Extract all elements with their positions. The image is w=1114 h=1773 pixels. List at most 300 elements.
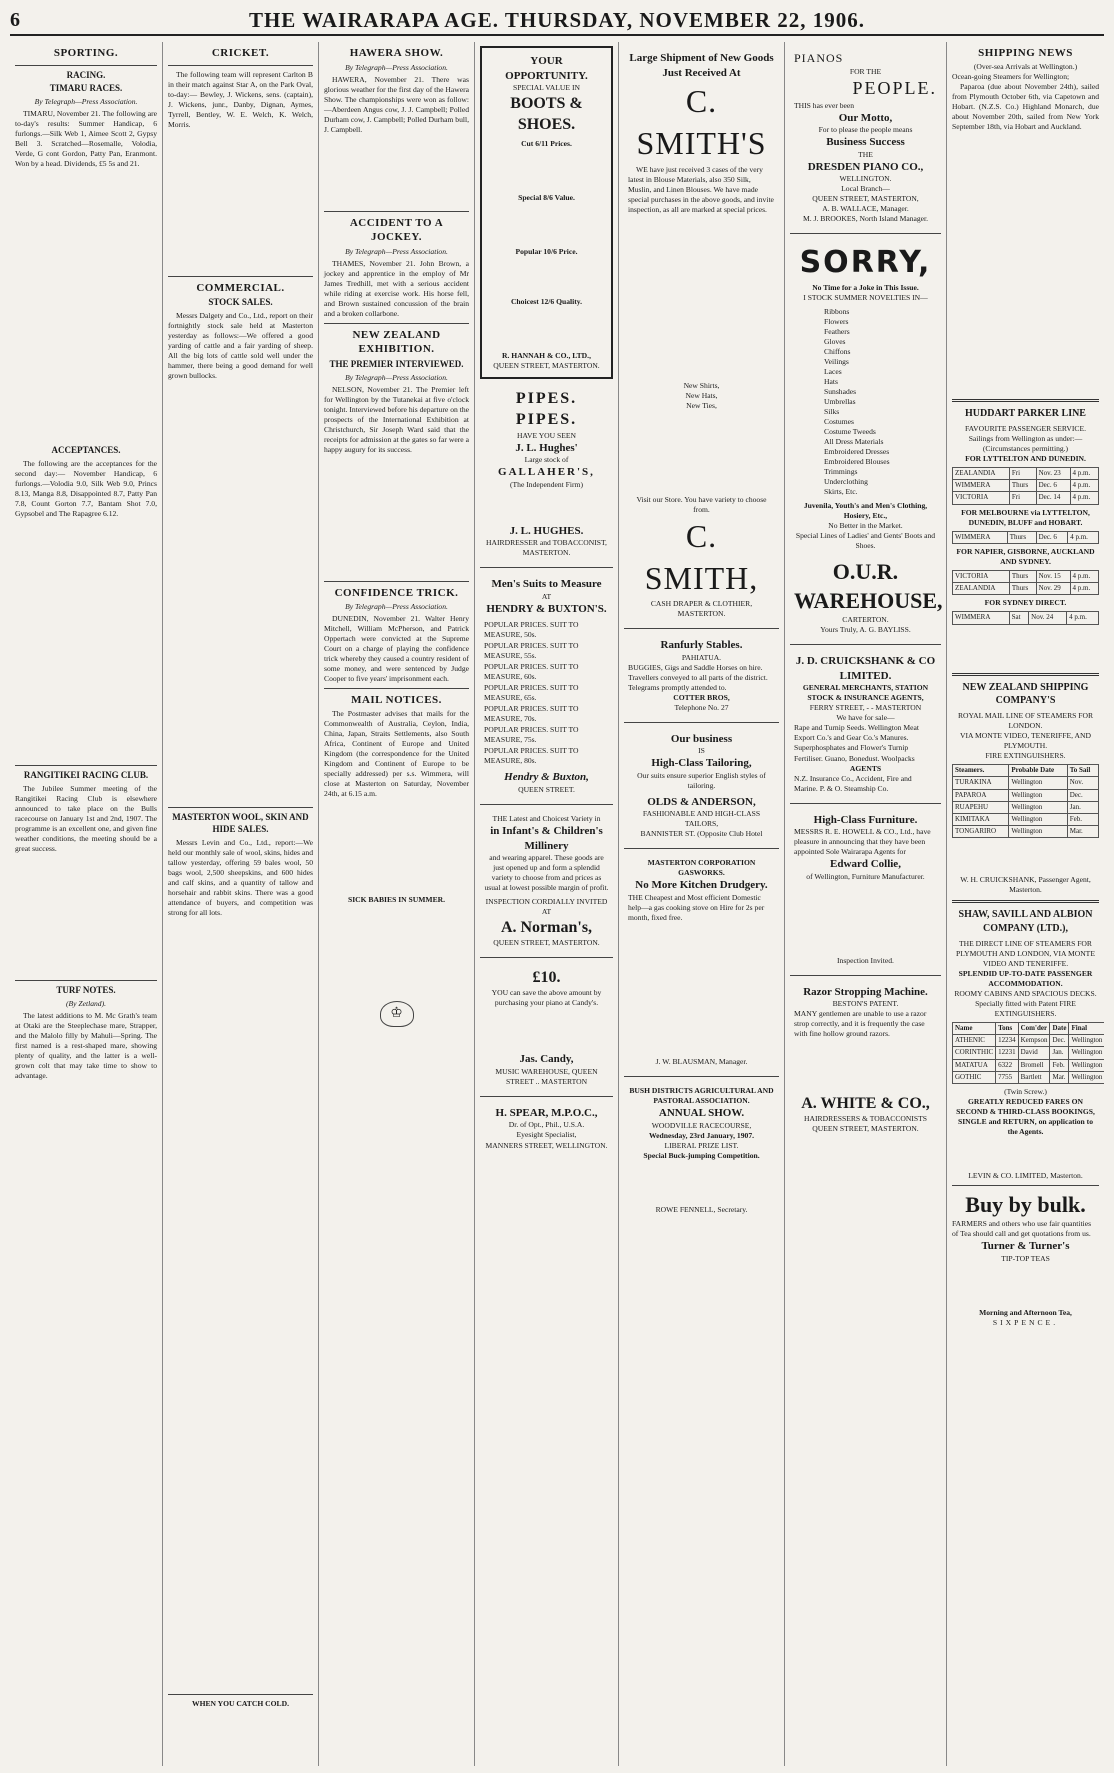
advertisement-furniture — [790, 808, 941, 971]
article-title: SICK BABIES IN SUMMER. — [347, 895, 446, 905]
ad-text: VIA MONTE VIDEO, TENERIFFE, AND PLYMOUTH. — [960, 731, 1091, 751]
table-cell: 12231 — [996, 1047, 1019, 1059]
ad-text-block — [628, 1161, 775, 1201]
ad-firm: A. WHITE & CO., — [801, 1095, 930, 1113]
table-cell: Bartlett — [1018, 1071, 1050, 1083]
ad-text: Telephone No. 27 — [674, 702, 729, 712]
article-text-block — [168, 920, 313, 1690]
ad-subtitle: THE DIRECT LINE OF STEAMERS FOR PLYMOUTH AND LONDON, VIA MONTE VIDEO AND TENERIFFE. — [956, 938, 1095, 968]
ad-text-block — [484, 490, 609, 520]
price-line: POPULAR PRICES. SUIT TO MEASURE, 75s. — [484, 725, 579, 745]
table-cell: ZEALANDIA — [953, 583, 1010, 595]
ad-item: New Shirts, — [683, 380, 720, 390]
table-cell: WIMMERA — [953, 612, 1010, 624]
ad-title: Men's Suits to Measure — [491, 578, 602, 591]
table-header-row — [953, 1022, 1105, 1034]
ad-text: of Wellington, Furniture Manufacturer. — [806, 871, 925, 881]
ad-title: PIPES. PIPES. — [515, 390, 578, 429]
list-item: Feathers — [824, 326, 850, 336]
advertisement-cruickshank — [790, 649, 941, 798]
ad-subtitle: FAVOURITE PASSENGER SERVICE. — [965, 423, 1086, 433]
ad-title: Large Shipment of New Goods Just Received At — [629, 52, 774, 79]
ad-price-line: Popular 10/6 Price. — [515, 247, 578, 257]
article-body: THAMES, November 21. John Brown, a jockey and apprentice in the employ of Mr James Tredhill, met with a serious accident while riding at exercise work. His horse fell, and Brown sustained concussion of the brain and a broken collarbone. — [324, 258, 469, 318]
ad-text: CARTERTON. — [842, 615, 889, 625]
ad-signature: M. J. BROOKES, North Island Manager. — [802, 214, 929, 224]
table-cell: Thurs — [1009, 583, 1036, 595]
advertisement-pianos — [480, 962, 613, 1092]
route-heading: FOR SYDNEY DIRECT. — [984, 598, 1067, 608]
ad-firm: DRESDEN PIANO CO., — [807, 160, 924, 173]
ad-address: QUEEN STREET, MASTERTON. — [493, 938, 600, 948]
table-header-cell: Probable Date — [1009, 765, 1067, 777]
article-text-block — [952, 134, 1099, 394]
ad-firm: COTTER BROS, — [673, 692, 730, 702]
table-row — [953, 467, 1099, 479]
route-heading: FOR LYTTELTON AND DUNEDIN. — [965, 453, 1086, 463]
list-item: Ribbons — [824, 306, 850, 316]
ad-address: MUSIC WAREHOUSE, QUEEN STREET .. MASTERTON — [495, 1066, 598, 1086]
ad-headline: High-Class Tailoring, — [651, 757, 752, 770]
article-byline: By Telegraph—Press Association. — [345, 602, 448, 612]
ad-address: QUEEN STREET, MASTERTON. — [493, 361, 600, 371]
ad-text: SPLENDID UP-TO-DATE PASSENGER ACCOMMODATION. — [958, 968, 1093, 988]
article-title: TIMARU RACES. — [49, 83, 123, 94]
ad-price-line: Choicest 12/6 Quality. — [510, 297, 583, 307]
article-title: HAWERA SHOW. — [349, 47, 444, 59]
table-cell: 4 p.m. — [1068, 531, 1099, 543]
list-item: Underclothing — [824, 477, 868, 487]
list-item: All Dress Materials — [824, 437, 884, 447]
list-item: Chiffons — [824, 346, 851, 356]
ad-headline: Business Success — [826, 136, 905, 149]
table-cell: Thurs — [1009, 480, 1036, 492]
article-body: The Jubilee Summer meeting of the Rangitikei Racing Club is elsewhere announced to take place on the Bulls racecourse on January 1st and 2nd, 1907. The programme is an excellent one, and given fine weather conditions, the meeting should be a great success. — [15, 784, 157, 854]
ad-text: WE have just received 3 cases of the very latest in Blouse Materials, also 350 Silk, Muslin, and Linen Blouses. We have made special purchases in the above goods, and invite inspection, as all are marked at special prices. — [628, 164, 774, 214]
newspaper-title: THE WAIRARAPA AGE. THURSDAY, NOVEMBER 22, 1906. — [248, 7, 866, 32]
column-shipping — [946, 42, 1104, 1766]
article-text-block — [324, 801, 469, 891]
ad-text: Sailings from Wellington as under:— — [968, 433, 1083, 443]
advertisement-c-smith — [624, 46, 779, 624]
ad-firm: Jas. Candy, — [519, 1053, 574, 1066]
table-cell: Fri — [1009, 467, 1036, 479]
royal-crest-icon: ♔ — [380, 1001, 414, 1027]
ad-text: Large stock of — [524, 455, 569, 465]
advertisement-tailoring — [624, 727, 779, 845]
ad-subtitle: ROYAL MAIL LINE OF STEAMERS FOR LONDON. — [957, 710, 1094, 730]
ad-firm: R. HANNAH & CO., LTD., — [502, 351, 591, 361]
advertisement-annual-show — [624, 1081, 779, 1220]
table-cell: Mar. — [1067, 826, 1098, 838]
ad-headline: in Infant's & Children's Millinery — [490, 825, 603, 852]
table-cell: Mar. — [1050, 1071, 1069, 1083]
ad-text-block — [794, 1039, 937, 1089]
table-row — [953, 1047, 1105, 1059]
table-cell: Wellington — [1009, 813, 1067, 825]
table-header-cell: Date — [1050, 1022, 1069, 1034]
ad-signature: W. H. CRUICKSHANK, Passenger Agent, Masterton. — [960, 875, 1091, 895]
ad-title: YOUR OPPORTUNITY. — [505, 55, 588, 82]
article-byline: By Telegraph—Press Association. — [345, 372, 448, 382]
article-text-block — [324, 457, 469, 577]
subsection-heading: RACING. — [66, 69, 106, 80]
table-cell: Dec. 6 — [1036, 480, 1070, 492]
table-cell: WIMMERA — [953, 531, 1008, 543]
price-line: POPULAR PRICES. SUIT TO MEASURE, 50s. — [484, 620, 579, 640]
ad-text: PAHIATUA. — [681, 652, 722, 662]
section-subheading: (Over-sea Arrivals at Wellington.) — [973, 61, 1078, 71]
article-body: Paparoa (due about November 24th), sailed from Plymouth October 6th, via Capetown and Hobart. (N.Z.S. Co.) Highland Monarch, due about November 20th, sailed from New York September 18th, via Hobart and Auckland. — [952, 81, 1099, 131]
ad-text-block — [794, 882, 937, 952]
section-subheading: Ocean-going Steamers for Wellington; — [952, 71, 1070, 81]
ad-text: WELLINGTON. — [839, 174, 892, 184]
ad-text: Specially fitted with Patent FIRE EXTINGUISHERS. — [975, 998, 1076, 1018]
table-cell: Wellington — [1069, 1035, 1104, 1047]
advertisement-phoenix — [324, 1279, 469, 1453]
ad-text: CASH DRAPER & CLOTHIER, MASTERTON. — [650, 599, 753, 619]
table-cell: KIMITAKA — [953, 813, 1009, 825]
sailing-table — [952, 531, 1099, 544]
ad-signature: ROWE FENNELL, Secretary. — [655, 1204, 748, 1214]
ad-text-block — [328, 1284, 465, 1444]
ad-address: MANNERS STREET, WELLINGTON. — [485, 1140, 608, 1150]
section-heading: SHIPPING NEWS — [978, 47, 1073, 59]
ad-text: N.Z. Insurance Co., Accident, Fire and Marine. P. & O. Steamship Co. — [794, 773, 912, 793]
list-item: Embroidered Blouses — [824, 457, 890, 467]
ad-text: We have for sale— — [836, 713, 895, 723]
article-text-block — [168, 132, 313, 272]
article-byline: By Telegraph—Press Association. — [345, 62, 448, 72]
list-item: Trimmings — [824, 467, 858, 477]
advertisement-razor — [790, 980, 941, 1140]
table-row — [953, 826, 1099, 838]
list-item: Hats — [824, 377, 838, 386]
table-header-cell: Final — [1069, 1022, 1104, 1034]
article-body: HAWERA, November 21. There was glorious weather for the first day of the Hawera Show. The championships were won as follow:—Aberdeen Angus cow, J. J. Campbell; Polled Durham cow, J. Campbell; Polled Durham bull, J. Campbell. — [324, 74, 469, 134]
article-title: CONFIDENCE TRICK. — [334, 586, 459, 599]
ad-item: New Hats, — [685, 390, 718, 400]
ad-text: LIBERAL PRIZE LIST. — [664, 1140, 739, 1150]
table-cell: 4 p.m. — [1070, 467, 1098, 479]
advertisement-stables — [624, 633, 779, 718]
advertisement-boots-shoes — [480, 46, 613, 379]
ad-title: HUDDART PARKER LINE — [965, 407, 1086, 419]
ad-firm: J. D. CRUICKSHANK & CO LIMITED. — [795, 655, 936, 682]
ad-text-block — [952, 841, 1099, 871]
ad-title: BUSH DISTRICTS AGRICULTURAL AND PASTORAL ASSOCIATION. — [629, 1086, 774, 1106]
table-cell: Fri — [1009, 492, 1036, 504]
table-cell: Nov. 23 — [1036, 467, 1070, 479]
table-cell: David — [1018, 1047, 1050, 1059]
table-cell: Feb. — [1067, 813, 1098, 825]
section-heading: SPORTING. — [53, 47, 119, 59]
table-cell: Dec. 6 — [1036, 531, 1068, 543]
table-cell: MATATUA — [953, 1059, 996, 1071]
ad-text: THE Latest and Choicest Variety in — [492, 814, 601, 823]
article-body: Messrs Dalgety and Co., Ltd., report on their fortnightly stock sale held at Masterton yesterday as follows:—We offered a good yarding of cattle and a fair yarding of sheep. All the big lots of cattle sold well under the hammer, there being a good demand for well grown bullocks. — [168, 311, 313, 381]
list-item: Costume Tweeds — [824, 427, 876, 437]
list-item: Flowers — [824, 316, 849, 326]
ad-text-block — [952, 628, 1099, 668]
table-cell: Wellington — [1069, 1047, 1104, 1059]
ad-title: Razor Stropping Machine. — [803, 985, 928, 998]
ad-text: Rape and Turnip Seeds. Wellington Meat Export Co.'s and Gear Co.'s Manures. Superphosphates and Flower's Turnip Fertiliser. Guano, Bonedust. Woolpacks — [794, 723, 919, 763]
article-text-block — [15, 521, 157, 761]
price-line: POPULAR PRICES. SUIT TO MEASURE, 60s. — [484, 662, 579, 682]
ad-text: (Circumstances permitting.) — [982, 443, 1069, 453]
list-item: Costumes — [824, 417, 854, 427]
ad-text: HAVE YOU SEEN — [516, 430, 577, 440]
ad-text: GREATLY REDUCED FARES ON SECOND & THIRD-CLASS BOOKINGS, SINGLE and RETURN, on application to the Agents. — [956, 1097, 1095, 1137]
ad-item: New Ties, — [686, 400, 717, 410]
sailing-table — [952, 467, 1099, 505]
column-advertisements-1 — [474, 42, 618, 1766]
ad-title: NEW ZEALAND SHIPPING COMPANY'S — [962, 681, 1089, 706]
article-text-block — [324, 137, 469, 207]
article-title: NEW ZEALAND EXHIBITION. — [352, 328, 441, 356]
ad-text: Inspection Invited. — [837, 955, 894, 965]
ad-text: I STOCK SUMMER NOVELTIES IN— — [803, 292, 928, 302]
table-header-cell: Steamers. — [953, 765, 1009, 777]
section-heading: COMMERCIAL. — [196, 281, 285, 294]
ad-address: BANNISTER ST. (Opposite Club Hotel — [640, 829, 763, 839]
advertisement-millinery — [480, 809, 613, 953]
ad-text: BESTON'S PATENT. — [832, 999, 899, 1009]
table-row — [953, 583, 1099, 595]
table-cell: 12234 — [996, 1035, 1019, 1047]
table-cell: Wellington — [1069, 1071, 1104, 1083]
article-body: NELSON, November 21. The Premier left for Wellington by the Tutanekai at five o'clock tonight. Interviewed before his departure on the prospects of the International Exhibition at Christchurch, Sir Joseph Ward said that the receipts for admission at the gates so far were a happy augury for its success. — [324, 384, 469, 454]
table-cell: Nov. 15 — [1036, 570, 1070, 582]
ad-price-line: Special 8/6 Value. — [518, 193, 575, 203]
ad-text-block — [484, 1008, 609, 1048]
ad-date: Wednesday, 23rd January, 1907. — [648, 1130, 755, 1140]
table-cell: RUAPEHU — [953, 801, 1009, 813]
ad-text: MANY gentlemen are unable to use a razor strop correctly, and it is frequently the case with fine hollow ground razors. — [794, 1009, 927, 1039]
table-cell: GOTHIC — [953, 1071, 996, 1083]
table-row — [953, 1035, 1105, 1047]
table-cell: PAPAROA — [953, 789, 1009, 801]
table-cell: VICTORIA — [953, 570, 1010, 582]
ad-firm: HENDRY & BUXTON'S. — [486, 602, 607, 615]
article-body: The following team will represent Carlton B in their match against Star A, on the Park Oval, to-day:— Bewley, J. Wickens, sens. (captain), J. Wickens, junr., Danby, Dignan, Aymes, Tyrrell, Bentley, W. E. Welch, K. Welch, Morris. — [168, 69, 313, 129]
ad-text: Our suits ensure superior English styles of tailoring. — [637, 770, 766, 790]
ad-text: THE Cheapest and Most efficient Domestic help—a gas cooking stove on Hire for 2s per month, fixed free. — [628, 892, 765, 922]
table-cell: 6322 — [996, 1059, 1019, 1071]
ad-text-block — [488, 149, 605, 189]
ad-text: FARMERS and others who use fair quantities of Tea should call and get quotations from us. — [952, 1219, 1092, 1239]
ad-text-block — [952, 1264, 1099, 1304]
ad-title: PIANOS — [794, 51, 844, 65]
table-row — [953, 1059, 1105, 1071]
price-list — [484, 620, 609, 766]
ad-text-block — [628, 411, 775, 491]
ad-text-block — [488, 257, 605, 293]
article-title: MAIL NOTICES. — [351, 694, 442, 707]
table-cell: Jan. — [1067, 801, 1098, 813]
table-cell: Jan. — [1050, 1047, 1069, 1059]
table-cell: Wellington — [1009, 777, 1067, 789]
article-body: DUNEDIN, November 21. Walter Henry Mitchell, William McPherson, and Patrick Oppertach were convicted at the Supreme Court on a charge of playing the confidence trick whereby they caused a country resident of some money, and were sentenced by Judge Cooper to five years' imprisonment each. — [324, 614, 469, 684]
ad-text: AGENTS — [849, 763, 882, 773]
ad-signature: LEVIN & CO. LIMITED, Masterton. — [968, 1171, 1083, 1181]
sailing-table — [952, 570, 1099, 595]
column-sporting — [10, 42, 162, 1766]
table-cell: CORINTHIC — [953, 1047, 996, 1059]
column-advertisements-3 — [784, 42, 946, 1766]
ad-headline: BOOTS & SHOES. — [510, 95, 583, 134]
table-cell: Nov. — [1067, 777, 1098, 789]
table-cell: Nov. 24 — [1029, 612, 1067, 624]
table-row — [953, 570, 1099, 582]
table-cell: Kempson — [1018, 1035, 1050, 1047]
ad-text: Visit our Store. You have variety to choose from. — [636, 494, 767, 514]
table-cell: ATHENIC — [953, 1035, 996, 1047]
price-line: POPULAR PRICES. SUIT TO MEASURE, 55s. — [484, 641, 579, 661]
column-cricket-commercial — [162, 42, 318, 1766]
table-cell: Bromell — [1018, 1059, 1050, 1071]
ad-text: FIRE EXTINGUISHERS. — [985, 751, 1066, 761]
list-item: Laces — [824, 366, 842, 376]
ad-text: FASHIONABLE AND HIGH-CLASS TAILORS, — [642, 809, 761, 829]
ad-text: IS — [698, 746, 705, 756]
table-cell: 4 p.m. — [1067, 612, 1099, 624]
route-heading: FOR MELBOURNE via LYTTELTON, DUNEDIN, BLUFF and HOBART. — [961, 507, 1090, 527]
ad-text: HAIRDRESSER and TOBACCONIST, MASTERTON. — [486, 538, 607, 558]
ad-subtitle: SPECIAL VALUE IN — [513, 83, 580, 93]
newspaper-masthead — [10, 6, 1104, 36]
table-cell: Dec. — [1050, 1035, 1069, 1047]
ad-text: THE — [858, 149, 873, 159]
column-advertisements-2 — [618, 42, 784, 1766]
advertisement-mens-suits — [480, 572, 613, 800]
ad-text-block — [488, 307, 605, 347]
table-row — [953, 813, 1099, 825]
ad-title: PEOPLE. — [852, 77, 937, 98]
article-body: TIMARU, November 21. The following are to-day's results: Summer Handicap, 6 furlongs.—Silk Web 1, Aimee Scott 2, Gypsy Bell 3. Scratched—Rosemalle, Volodia, Verde, G cont Gordon, Patty Pan, Eranmont. Won by a head. Dividends, £5 5s and 21. — [15, 109, 157, 169]
ad-text: FOR THE — [849, 66, 882, 76]
list-item: Veilings — [824, 356, 849, 366]
ad-brand: GALLAHER'S, — [498, 466, 595, 479]
article-text-block — [15, 1083, 157, 1766]
ad-firm: Turner & Turner's — [981, 1240, 1070, 1253]
table-cell: Thurs — [1007, 531, 1036, 543]
article-title: TURF NOTES. — [56, 985, 116, 996]
ad-text: HAIRDRESSERS & TOBACCONISTS QUEEN STREET, MASTERTON. — [804, 1114, 927, 1134]
table-cell: VICTORIA — [953, 492, 1010, 504]
article-title: ACCEPTANCES. — [51, 445, 121, 456]
ad-headline: Juvenila, Youth's and Men's Clothing, Hosiery, Etc., — [803, 501, 928, 521]
advertisement-dresden-piano — [790, 46, 941, 229]
table-row — [953, 789, 1099, 801]
advertisement-hotel — [324, 1457, 469, 1621]
price-line: POPULAR PRICES. SUIT TO MEASURE, 65s. — [484, 683, 579, 703]
table-row — [953, 612, 1099, 624]
ad-address: FERRY STREET, - - MASTERTON — [809, 703, 922, 713]
table-cell: 4 p.m. — [1070, 570, 1098, 582]
table-cell: Sat — [1009, 612, 1029, 624]
sailing-table — [952, 611, 1099, 624]
article-text-block — [15, 856, 157, 976]
ad-text-block — [488, 203, 605, 243]
page-number: 6 — [10, 8, 20, 31]
ad-text: BUGGIES, Gigs and Saddle Horses on hire. Travellers conveyed to all parts of the district. Telegrams promptly attended to. — [628, 662, 768, 692]
table-cell: Wellington — [1009, 826, 1067, 838]
ad-text: YOU can save the above amount by purchasing your piano at Candy's. — [491, 988, 602, 1008]
ad-headline: No More Kitchen Drudgery. — [635, 879, 768, 892]
ad-text: Local Branch— — [841, 184, 890, 194]
ad-firm: A. Norman's, — [500, 919, 593, 937]
table-cell: 7755 — [996, 1071, 1019, 1083]
list-item: Embroidered Dresses — [824, 447, 890, 457]
ad-text: INSPECTION CORDIALLY INVITED AT — [485, 897, 608, 917]
ad-text: Special Lines of Ladies' and Gents' Boots and Shoes. — [795, 531, 936, 551]
ad-text: For to please the people means — [818, 125, 913, 135]
ad-firm: C. SMITH'S — [636, 83, 767, 162]
ad-address: QUEEN STREET. — [518, 784, 575, 794]
ad-title: SORRY, — [799, 245, 932, 281]
ad-text: (Twin Screw.) — [1004, 1087, 1047, 1097]
ad-address: QUEEN STREET, MASTERTON, — [812, 194, 919, 204]
ad-title: Ranfurly Stables. — [660, 639, 743, 652]
ad-text: GENERAL MERCHANTS, STATION STOCK & INSURANCE AGENTS, — [802, 683, 929, 703]
table-cell: TURAKINA — [953, 777, 1009, 789]
table-cell: WIMMERA — [953, 480, 1010, 492]
article-title: RANGITIKEI RACING CLUB. — [23, 770, 149, 781]
article-text-block — [324, 907, 469, 997]
ad-text-block — [628, 217, 775, 377]
article-byline: By Telegraph—Press Association. — [345, 246, 448, 256]
novelty-list — [794, 307, 937, 497]
advertisement-littlejohn — [324, 1031, 469, 1275]
list-item: Silks — [824, 407, 840, 417]
table-header-row — [953, 765, 1099, 777]
ad-text: ROOMY CABINS AND SPACIOUS DECKS. — [954, 988, 1097, 998]
article-title: MASTERTON WOOL, SKIN AND HIDE SALES. — [172, 812, 309, 834]
ad-firm: OLDS & ANDERSON, — [647, 795, 756, 808]
table-row — [953, 1071, 1105, 1083]
ad-text: Morning and Afternoon Tea, — [979, 1307, 1072, 1317]
ad-name: J. L. HUGHES. — [509, 524, 584, 537]
ad-firm: O.U.R. WAREHOUSE, — [794, 559, 943, 614]
ad-signature: Yours Truly, A. G. BAYLISS. — [820, 625, 911, 635]
ad-title: SHAW, SAVILL AND ALBION COMPANY (LTD.), — [958, 909, 1093, 934]
list-item: Skirts, Etc. — [824, 487, 858, 497]
table-cell: Dec. — [1067, 789, 1098, 801]
ad-text: No Better in the Market. — [828, 521, 903, 531]
ad-text: and wearing apparel. These goods are just opened up and form a splendid variety to choose from and prices as usual at lowest possible margin of profit. — [484, 853, 609, 893]
ad-price-line: Cut 6/11 Prices. — [521, 139, 572, 149]
advertisement-our-warehouse — [790, 238, 941, 640]
table-cell: Nov. 29 — [1036, 583, 1070, 595]
article-body: The latest additions to M. Mc Grath's team at Otaki are the Steeplechase mare, Strapper, and the Malolo filly by Mahuli—Spring. The first named is a rest-shaped mare, showing plenty of quality, and the latter is a well-grown colt that may take time to show to advantage. — [15, 1011, 157, 1081]
ad-text: WOODVILLE RACECOURSE, — [651, 1120, 752, 1130]
price-line: POPULAR PRICES. SUIT TO MEASURE, 80s. — [484, 746, 579, 766]
ad-title: Our business — [670, 732, 733, 745]
article-byline: By Telegraph—Press Association. — [34, 97, 138, 107]
advertisement-optician — [480, 1101, 613, 1156]
ad-text-block — [628, 923, 775, 1053]
ad-text: AT — [541, 591, 552, 601]
section-heading: CRICKET. — [211, 47, 270, 59]
article-title: STOCK SALES. — [208, 297, 273, 308]
article-subtitle: THE PREMIER INTERVIEWED. — [329, 358, 464, 369]
article-text-block — [15, 171, 157, 441]
table-header-cell: Com'der — [1018, 1022, 1050, 1034]
table-cell: 4 p.m. — [1070, 480, 1098, 492]
article-title: ACCIDENT TO A JOCKEY. — [349, 216, 444, 244]
